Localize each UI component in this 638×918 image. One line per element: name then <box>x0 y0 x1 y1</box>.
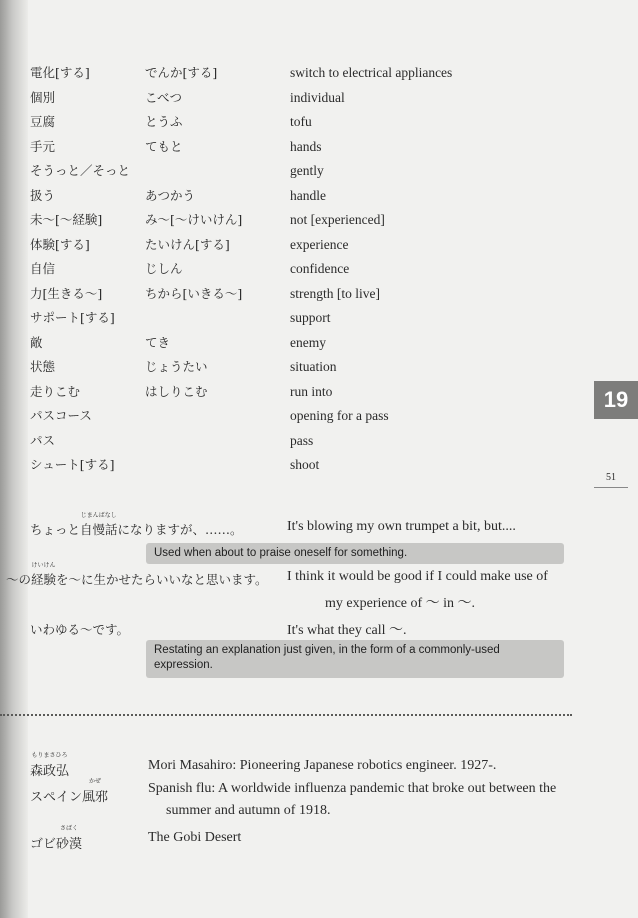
name-definition: Mori Masahiro: Pioneering Japanese robotics engineer. 1927-. <box>148 758 497 773</box>
expression-jp <box>30 512 243 538</box>
vocab-row <box>30 453 510 478</box>
vocab-kanji: シュート[する] <box>30 457 115 472</box>
term-text: スペイン <box>30 790 83 805</box>
vocab-english: run into <box>290 383 333 399</box>
expression-jp <box>6 562 268 588</box>
ruby-base: 風邪 <box>82 790 109 805</box>
vocab-kanji: 扱う <box>30 187 56 203</box>
expression-text: 〜の <box>6 572 32 587</box>
vocab-kanji: サポート[する] <box>30 310 115 325</box>
vocab-kana: てもと <box>145 138 183 154</box>
vocab-kanji: パス <box>30 432 56 448</box>
vocab-kanji: 敵 <box>30 334 43 350</box>
vocab-row <box>30 257 510 282</box>
vocab-english: enemy <box>290 334 326 350</box>
usage-note-line: expression. <box>154 659 213 671</box>
vocab-kanji: 状態 <box>30 359 56 374</box>
vocab-english: pass <box>290 432 314 448</box>
dotted-divider <box>0 714 572 716</box>
vocab-english: switch to electrical appliances <box>290 65 453 80</box>
vocabulary-list <box>30 61 510 478</box>
vocab-kanji: 手元 <box>30 138 56 154</box>
vocab-kanji: そうっと／そっと <box>30 163 131 178</box>
vocab-row <box>30 86 510 111</box>
vocab-kanji: 電化[する] <box>30 65 90 80</box>
ruby-word <box>31 562 57 588</box>
vocab-kanji: パスコース <box>30 408 92 423</box>
vocab-english: shoot <box>290 457 320 472</box>
vocab-kana: はしりこむ <box>145 383 208 399</box>
vocab-kana: み〜[〜けいけん] <box>145 212 243 227</box>
name-definition <box>148 778 558 822</box>
vocab-kanji: 未〜[〜経験] <box>30 212 103 227</box>
vocab-english: strength [to live] <box>290 285 380 301</box>
vocab-kana: たいけん[する] <box>145 236 230 252</box>
vocab-row <box>30 61 510 86</box>
vocab-kana: てき <box>145 334 171 350</box>
expression-english: my experience of 〜 in 〜. <box>325 596 476 611</box>
vocab-kanji: 自信 <box>30 261 56 276</box>
ruby-base: 経験 <box>31 572 57 587</box>
ruby-base: 森政弘 <box>30 764 70 779</box>
ruby-word <box>80 512 118 538</box>
chapter-tab: 19 <box>594 381 638 419</box>
expression-text: になりますが、……。 <box>117 522 243 537</box>
vocab-row <box>30 208 510 233</box>
vocab-english: support <box>290 310 331 325</box>
vocab-row <box>30 380 510 405</box>
name-term <box>30 825 83 852</box>
vocab-kanji: 走りこむ <box>30 383 81 399</box>
furigana: もりまさひろ <box>31 752 68 759</box>
expression-text: を〜に生かせたらいいなと思います。 <box>56 572 268 587</box>
vocab-english: gently <box>290 163 324 178</box>
expression-english: I think it would be good if I could make use of <box>287 569 548 584</box>
expression-text: ちょっと <box>30 522 81 537</box>
vocab-kana: じょうたい <box>145 359 208 374</box>
expression-english: It's blowing my own trumpet a bit, but.... <box>287 519 516 534</box>
ruby-word <box>30 752 70 779</box>
vocab-row <box>30 306 510 331</box>
name-term <box>30 752 70 779</box>
furigana: かぜ <box>89 778 102 785</box>
vocab-row <box>30 135 510 160</box>
vocab-row <box>30 282 510 307</box>
ruby-base: 砂漠 <box>56 837 83 852</box>
vocab-english: individual <box>290 89 345 105</box>
usage-note-line: Restating an explanation just given, in the form of a commonly-used <box>154 644 500 656</box>
vocab-english: tofu <box>290 114 312 129</box>
furigana: けいけん <box>31 562 56 569</box>
vocab-english: situation <box>290 359 337 374</box>
usage-note: Used when about to praise oneself for something. <box>146 543 564 564</box>
vocab-row <box>30 159 510 184</box>
expression-english: It's what they call 〜. <box>287 623 407 638</box>
binding-shadow <box>0 0 28 918</box>
vocab-english: confidence <box>290 261 350 276</box>
vocab-kana: ちから[いきる〜] <box>145 285 243 301</box>
furigana: さばく <box>60 825 79 832</box>
vocab-kanji: 体験[する] <box>30 236 90 252</box>
vocab-english: experience <box>290 236 349 252</box>
vocab-english: not [experienced] <box>290 212 385 227</box>
vocab-kana: じしん <box>145 261 183 276</box>
ruby-word <box>82 778 109 805</box>
vocab-row <box>30 233 510 258</box>
vocab-row <box>30 110 510 135</box>
furigana: じまんばなし <box>80 512 117 519</box>
vocab-kana: あつかう <box>145 187 196 203</box>
page-number-rule <box>594 487 628 488</box>
name-definition-line: Spanish flu: A worldwide influenza pandemic that broke out between the <box>148 781 557 796</box>
vocab-kanji: 豆腐 <box>30 114 56 129</box>
expression-jp: いわゆる〜です。 <box>30 622 130 637</box>
ruby-word <box>56 825 83 852</box>
vocab-english: opening for a pass <box>290 408 389 423</box>
ruby-base: 自慢話 <box>80 522 118 537</box>
term-text: ゴビ <box>30 837 57 852</box>
vocab-english: hands <box>290 138 322 154</box>
vocab-row <box>30 184 510 209</box>
vocab-row <box>30 404 510 429</box>
vocab-kana: こべつ <box>145 89 183 105</box>
vocab-english: handle <box>290 187 326 203</box>
vocab-kana: でんか[する] <box>145 65 218 80</box>
name-term <box>30 778 109 805</box>
vocab-row <box>30 331 510 356</box>
vocab-kanji: 個別 <box>30 89 56 105</box>
vocab-row <box>30 429 510 454</box>
vocab-row <box>30 355 510 380</box>
page-number: 51 <box>606 472 616 483</box>
vocab-kanji: 力[生きる〜] <box>30 285 103 301</box>
name-definition: The Gobi Desert <box>148 830 242 845</box>
usage-note <box>146 640 564 678</box>
vocab-kana: とうふ <box>145 114 183 129</box>
name-definition-line: summer and autumn of 1918. <box>166 803 331 818</box>
